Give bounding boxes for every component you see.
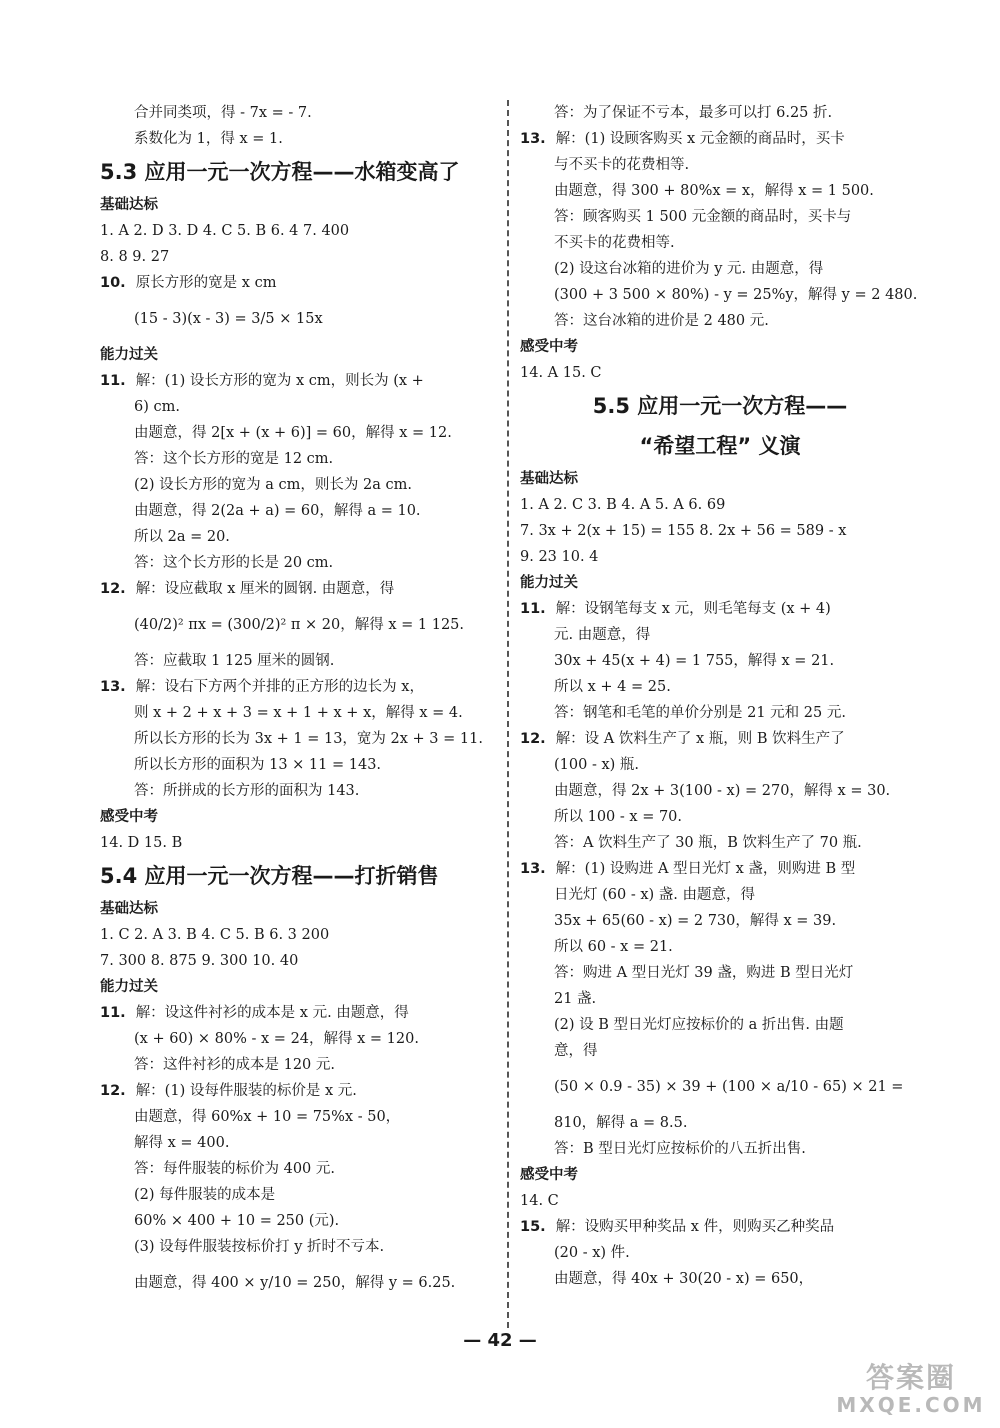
section-title: 5.5 应用一元一次方程—— [592, 394, 848, 418]
solution-line: 日光灯 (60 - x) 盏. 由题意，得 [554, 887, 755, 903]
question-line [100, 368, 495, 394]
solution-line: (15 - 3)(x - 3) = 3/5 × 15x [134, 311, 323, 327]
solution-line: 解得 x = 400. [134, 1135, 230, 1151]
answer-line: 7. 300 8. 875 9. 300 10. 40 [100, 953, 299, 969]
column-divider [507, 100, 509, 1328]
solution-line: (2) 设 B 型日光灯应按标价的 a 折出售. 由题 [554, 1017, 844, 1033]
question-text: 解：设右下方两个并排的正方形的边长为 x， [135, 679, 424, 695]
solution-line: 所以长方形的面积为 13 × 11 = 143. [134, 757, 382, 773]
question-number: 11. [100, 1005, 126, 1021]
question-text: 原长方形的宽是 x cm [135, 275, 277, 291]
question-line [100, 1000, 495, 1026]
left-column [100, 100, 495, 1306]
solution-line: (40/2)² πx = (300/2)² π × 20，解得 x = 1 125. [134, 617, 465, 633]
solution-line: 30x + 45(x + 4) = 1 755，解得 x = 21. [554, 653, 835, 669]
solution-line: 则 x + 2 + x + 3 = x + 1 + x + x，解得 x = 4. [134, 705, 463, 721]
solution-line: 所以 60 - x = 21. [554, 939, 673, 955]
subsection-heading: 感受中考 [100, 809, 158, 825]
solution-line: 答：A 饮料生产了 30 瓶，B 饮料生产了 70 瓶. [554, 835, 862, 851]
question-line [520, 596, 920, 622]
question-number: 13. [100, 679, 126, 695]
right-column [520, 100, 920, 1292]
question-text: 解：设钢笔每支 x 元，则毛笔每支 (x + 4) [555, 601, 831, 617]
subsection-heading: 感受中考 [520, 1167, 578, 1183]
solution-line: 所以长方形的长为 3x + 1 = 13，宽为 2x + 3 = 11. [134, 731, 483, 747]
solution-line: 所以 100 - x = 70. [554, 809, 683, 825]
solution-line: (50 × 0.9 - 35) × 39 + (100 × a/10 - 65) × 21 = [554, 1079, 904, 1095]
question-number: 13. [520, 131, 546, 147]
solution-line: (2) 设这台冰箱的进价为 y 元. 由题意，得 [554, 261, 824, 277]
question-line [100, 1078, 495, 1104]
question-text: 解：设应截取 x 厘米的圆钢. 由题意，得 [135, 581, 395, 597]
solution-line: 系数化为 1，得 x = 1. [134, 131, 283, 147]
section-title: 5.3 应用一元一次方程——水箱变高了 [100, 160, 460, 184]
solution-line: 答：钢笔和毛笔的单价分别是 21 元和 25 元. [554, 705, 846, 721]
solution-line: (2) 每件服装的成本是 [134, 1187, 276, 1203]
section-title: “希望工程” 义演 [639, 434, 801, 458]
solution-line: 答：为了保证不亏本，最多可以打 6.25 折. [554, 105, 833, 121]
question-text: 解：(1) 设购进 A 型日光灯 x 盏，则购进 B 型 [555, 861, 856, 877]
answer-line: 1. C 2. A 3. B 4. C 5. B 6. 3 200 [100, 927, 330, 943]
solution-line: 810，解得 a = 8.5. [554, 1115, 688, 1131]
solution-line: 所以 x + 4 = 25. [554, 679, 671, 695]
solution-line: 答：每件服装的标价为 400 元. [134, 1161, 336, 1177]
question-text: 解：设这件衬衫的成本是 x 元. 由题意，得 [135, 1005, 409, 1021]
question-text: 解：设 A 饮料生产了 x 瓶，则 B 饮料生产了 [555, 731, 845, 747]
solution-line: 与不买卡的花费相等. [554, 157, 690, 173]
answer-line: 8. 8 9. 27 [100, 249, 170, 265]
section-title: 5.4 应用一元一次方程——打折销售 [100, 864, 439, 888]
solution-line: 意，得 [554, 1043, 598, 1059]
solution-line: 由题意，得 60%x + 10 = 75%x - 50， [134, 1109, 401, 1125]
answer-line: 14. C [520, 1193, 559, 1209]
question-line [520, 1214, 920, 1240]
solution-line: 答：这件衬衫的成本是 120 元. [134, 1057, 336, 1073]
question-text: 解：(1) 设每件服装的标价是 x 元. [135, 1083, 357, 1099]
solution-line: 答：应截取 1 125 厘米的圆钢. [134, 653, 335, 669]
question-line [520, 726, 920, 752]
subsection-heading: 基础达标 [520, 471, 578, 487]
solution-line: 由题意，得 400 × y/10 = 250，解得 y = 6.25. [134, 1275, 456, 1291]
answer-line: 1. A 2. D 3. D 4. C 5. B 6. 4 7. 400 [100, 223, 350, 239]
solution-line: (100 - x) 瓶. [554, 757, 640, 773]
subsection-heading: 能力过关 [100, 347, 158, 363]
solution-line: 元. 由题意，得 [554, 627, 651, 643]
subsection-heading: 基础达标 [100, 197, 158, 213]
subsection-heading: 能力过关 [100, 979, 158, 995]
solution-line: (300 + 3 500 × 80%) - y = 25%y，解得 y = 2 480. [554, 287, 918, 303]
question-number: 12. [520, 731, 546, 747]
solution-line: 由题意，得 2[x + (x + 6)] = 60，解得 x = 12. [134, 425, 452, 441]
solution-line: 60% × 400 + 10 = 250 (元). [134, 1213, 340, 1229]
solution-line: 35x + 65(60 - x) = 2 730，解得 x = 39. [554, 913, 837, 929]
solution-line: 21 盏. [554, 991, 597, 1007]
question-number: 15. [520, 1219, 546, 1235]
subsection-heading: 能力过关 [520, 575, 578, 591]
answer-line: 1. A 2. C 3. B 4. A 5. A 6. 69 [520, 497, 726, 513]
solution-line: 由题意，得 2x + 3(100 - x) = 270，解得 x = 30. [554, 783, 891, 799]
question-text: 解：(1) 设长方形的宽为 x cm，则长为 (x + [135, 373, 424, 389]
question-line [100, 270, 495, 296]
question-number: 10. [100, 275, 126, 291]
solution-line: 答：购进 A 型日光灯 39 盏，购进 B 型日光灯 [554, 965, 854, 981]
question-line [520, 856, 920, 882]
answer-line: 9. 23 10. 4 [520, 549, 599, 565]
solution-line: 由题意，得 300 + 80%x = x，解得 x = 1 500. [554, 183, 874, 199]
solution-line: 答：这个长方形的宽是 12 cm. [134, 451, 334, 467]
question-number: 12. [100, 581, 126, 597]
solution-line: (3) 设每件服装按标价打 y 折时不亏本. [134, 1239, 385, 1255]
solution-line: 答：这个长方形的长是 20 cm. [134, 555, 334, 571]
question-line [100, 674, 495, 700]
solution-line: 6) cm. [134, 399, 180, 415]
solution-line: 答：顾客购买 1 500 元金额的商品时，买卡与 [554, 209, 852, 225]
solution-line: 答：B 型日光灯应按标价的八五折出售. [554, 1141, 806, 1157]
subsection-heading: 基础达标 [100, 901, 158, 917]
page-number: — 42 — [463, 1330, 537, 1351]
question-number: 12. [100, 1083, 126, 1099]
answer-line: 14. A 15. C [520, 365, 602, 381]
question-line [520, 126, 920, 152]
question-line [100, 576, 495, 602]
solution-line: 答：这台冰箱的进价是 2 480 元. [554, 313, 769, 329]
solution-line: 不买卡的花费相等. [554, 235, 675, 251]
question-number: 13. [520, 861, 546, 877]
question-text: 解：(1) 设顾客购买 x 元金额的商品时，买卡 [555, 131, 845, 147]
solution-line: 答：所拼成的长方形的面积为 143. [134, 783, 360, 799]
question-number: 11. [100, 373, 126, 389]
answer-line: 7. 3x + 2(x + 15) = 155 8. 2x + 56 = 589 - x [520, 523, 847, 539]
solution-line: (2) 设长方形的宽为 a cm，则长为 2a cm. [134, 477, 412, 493]
solution-line: 合并同类项，得 - 7x = - 7. [134, 105, 312, 121]
question-number: 11. [520, 601, 546, 617]
subsection-heading: 感受中考 [520, 339, 578, 355]
answer-line: 14. D 15. B [100, 835, 183, 851]
solution-line: 由题意，得 40x + 30(20 - x) = 650， [554, 1271, 814, 1287]
question-text: 解：设购买甲种奖品 x 件，则购买乙种奖品 [555, 1219, 835, 1235]
solution-line: (x + 60) × 80% - x = 24，解得 x = 120. [134, 1031, 419, 1047]
watermark-logo: 答案圈 MXQE.COM [836, 1361, 986, 1417]
solution-line: 所以 2a = 20. [134, 529, 230, 545]
solution-line: (20 - x) 件. [554, 1245, 630, 1261]
solution-line: 由题意，得 2(2a + a) = 60，解得 a = 10. [134, 503, 421, 519]
